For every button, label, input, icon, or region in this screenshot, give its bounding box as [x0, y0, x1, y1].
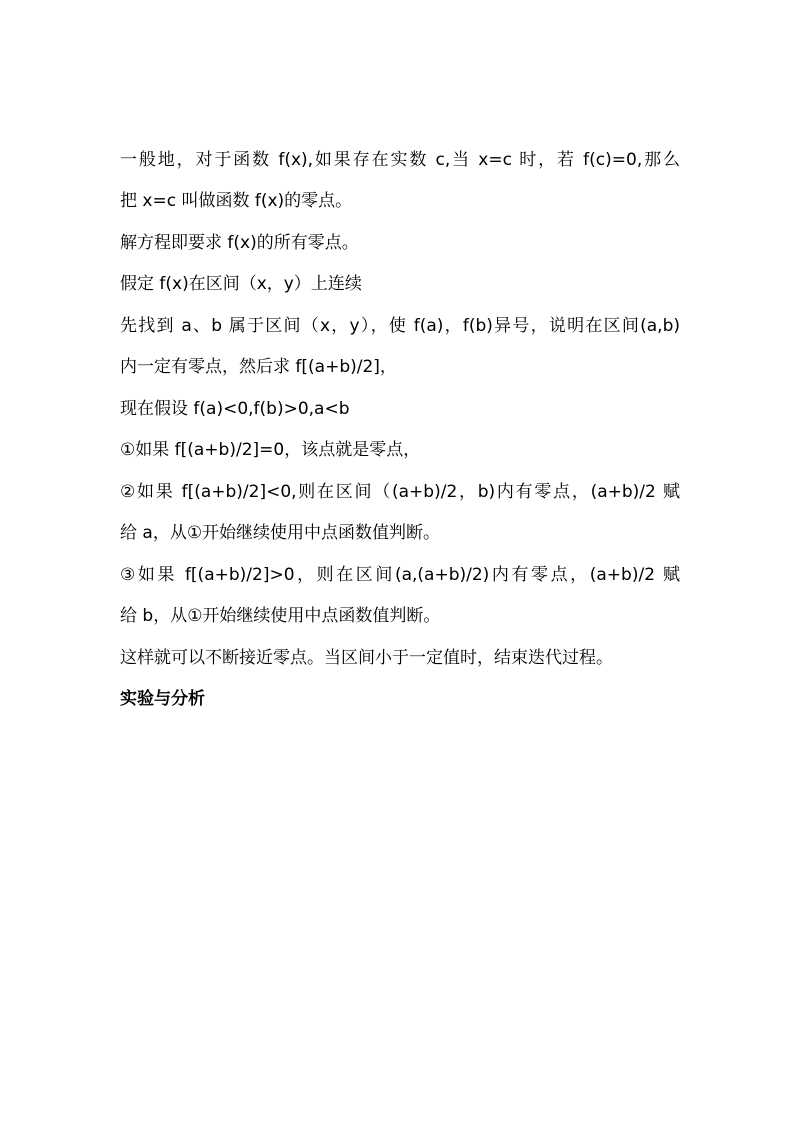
section-heading: 实验与分析 [120, 689, 205, 709]
paragraph-line-13: 这样就可以不断接近零点。当区间小于一定值时，结束迭代过程。 [120, 648, 613, 668]
paragraph-line-2: 把 x=c 叫做函数 f(x)的零点。 [120, 191, 353, 211]
paragraph-line-11: ③如果 f[(a+b)/2]>0，则在区间(a,(a+b)/2)内有零点，(a+b)/2 赋 [120, 565, 680, 585]
paragraph-line-4: 假定 f(x)在区间（x，y）上连续 [120, 274, 362, 294]
paragraph-line-3: 解方程即要求 f(x)的所有零点。 [120, 233, 359, 253]
paragraph-line-10: 给 a，从①开始继续使用中点函数值判断。 [120, 523, 441, 543]
paragraph-line-6: 内一定有零点，然后求 f[(a+b)/2]， [120, 357, 397, 377]
paragraph-line-12: 给 b，从①开始继续使用中点函数值判断。 [120, 606, 441, 626]
paragraph-line-5: 先找到 a、b 属于区间（x，y），使 f(a)，f(b)异号，说明在区间(a,b) [120, 316, 680, 336]
paragraph-line-7: 现在假设 f(a)<0,f(b)>0,a<b [120, 399, 350, 419]
paragraph-line-1: 一般地，对于函数 f(x),如果存在实数 c,当 x=c 时，若 f(c)=0,那么 [120, 150, 680, 170]
paragraph-line-8: ①如果 f[(a+b)/2]=0，该点就是零点， [120, 440, 421, 460]
paragraph-line-9: ②如果 f[(a+b)/2]<0,则在区间（(a+b)/2，b)内有零点，(a+b)/2 赋 [120, 482, 680, 502]
